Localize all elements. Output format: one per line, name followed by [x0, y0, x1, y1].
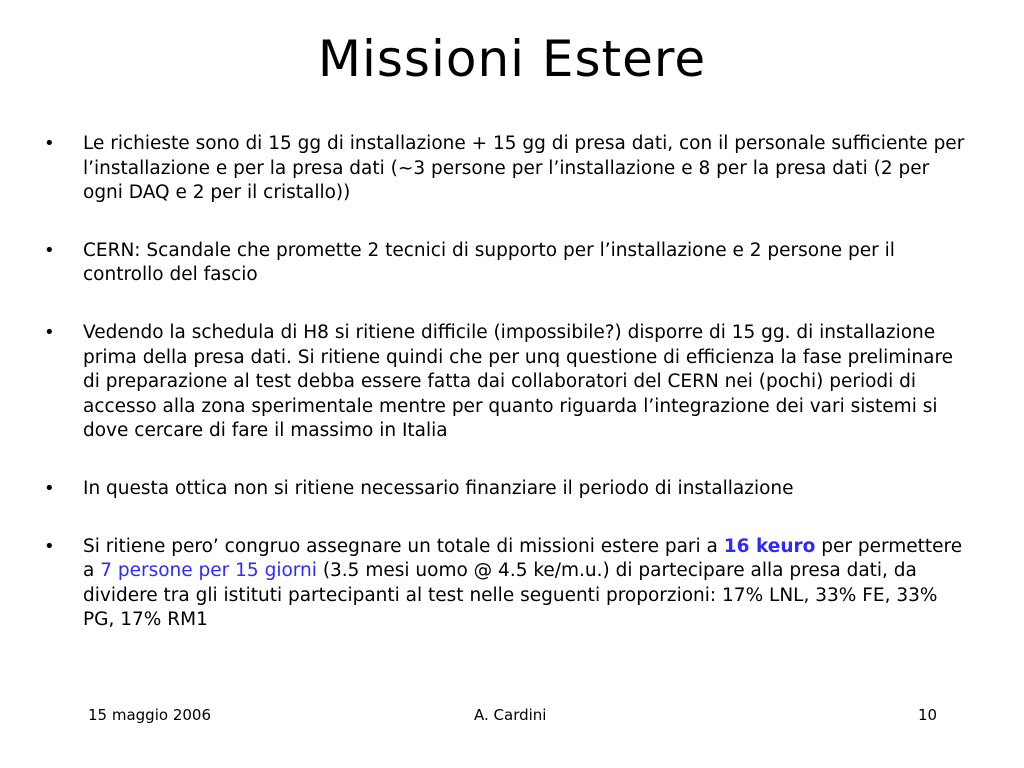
bullet-marker: • [44, 239, 55, 261]
bullet-text-part1: Si ritiene pero’ congruo assegnare un totale di missioni estere pari a [83, 535, 724, 557]
footer-date: 15 maggio 2006 [88, 706, 211, 724]
bullet-item [44, 535, 974, 633]
slide-title: Missioni Estere [317, 30, 707, 88]
bullet-marker: • [44, 133, 55, 154]
bullet-marker: • [44, 321, 55, 343]
footer-page-number: 10 [918, 706, 938, 724]
footer-author: A. Cardini [474, 706, 547, 724]
bullet-list [44, 132, 974, 666]
bullet-marker: • [44, 535, 55, 557]
bullet-marker: • [44, 477, 55, 499]
bullet-item [44, 132, 974, 206]
bullet-text: In questa ottica non si ritiene necessario finanziare il periodo di installazione [83, 477, 794, 499]
bullet-text-part2: per permettere a [83, 535, 963, 582]
bullet-item [44, 239, 974, 288]
bullet-text: Vedendo la schedula di H8 si ritiene difficile (impossibile?) disporre di 15 gg. di installazione prima della presa dati. Si ritiene quindi che per unq questione di efficienza la fase preliminare di preparazione al test debba essere fatta dai collaboratori del CERN nei (pochi) periodi di accesso alla zona sperimentale mentre per quanto riguarda l’integrazione dei vari sistemi si dove cercare di fare il massimo in Italia [83, 321, 954, 442]
bullet-text: Le richieste sono di 15 gg di installazione + 15 gg di presa dati, con il personale sufficiente per l’installazione e per la presa dati (~3 persone per l’installazione e 8 per la presa dati (2 per ogni DAQ e 2 per il cristallo)) [83, 133, 965, 204]
highlight-amount: 16 keuro [723, 535, 816, 557]
bullet-item [44, 321, 974, 444]
bullet-text: CERN: Scandale che promette 2 tecnici di supporto per l’installazione e 2 persone per il controllo del fascio [83, 239, 895, 286]
bullet-item [44, 477, 974, 502]
bullet-text-part3: (3.5 mesi uomo @ 4.5 ke/m.u.) di partecipare alla presa dati, da dividere tra gli istituti partecipanti al test nelle seguenti proporzioni: 17% LNL, 33% FE, 33% PG, 17% RM1 [83, 560, 938, 631]
highlight-people: 7 persone per 15 giorni [100, 560, 317, 582]
